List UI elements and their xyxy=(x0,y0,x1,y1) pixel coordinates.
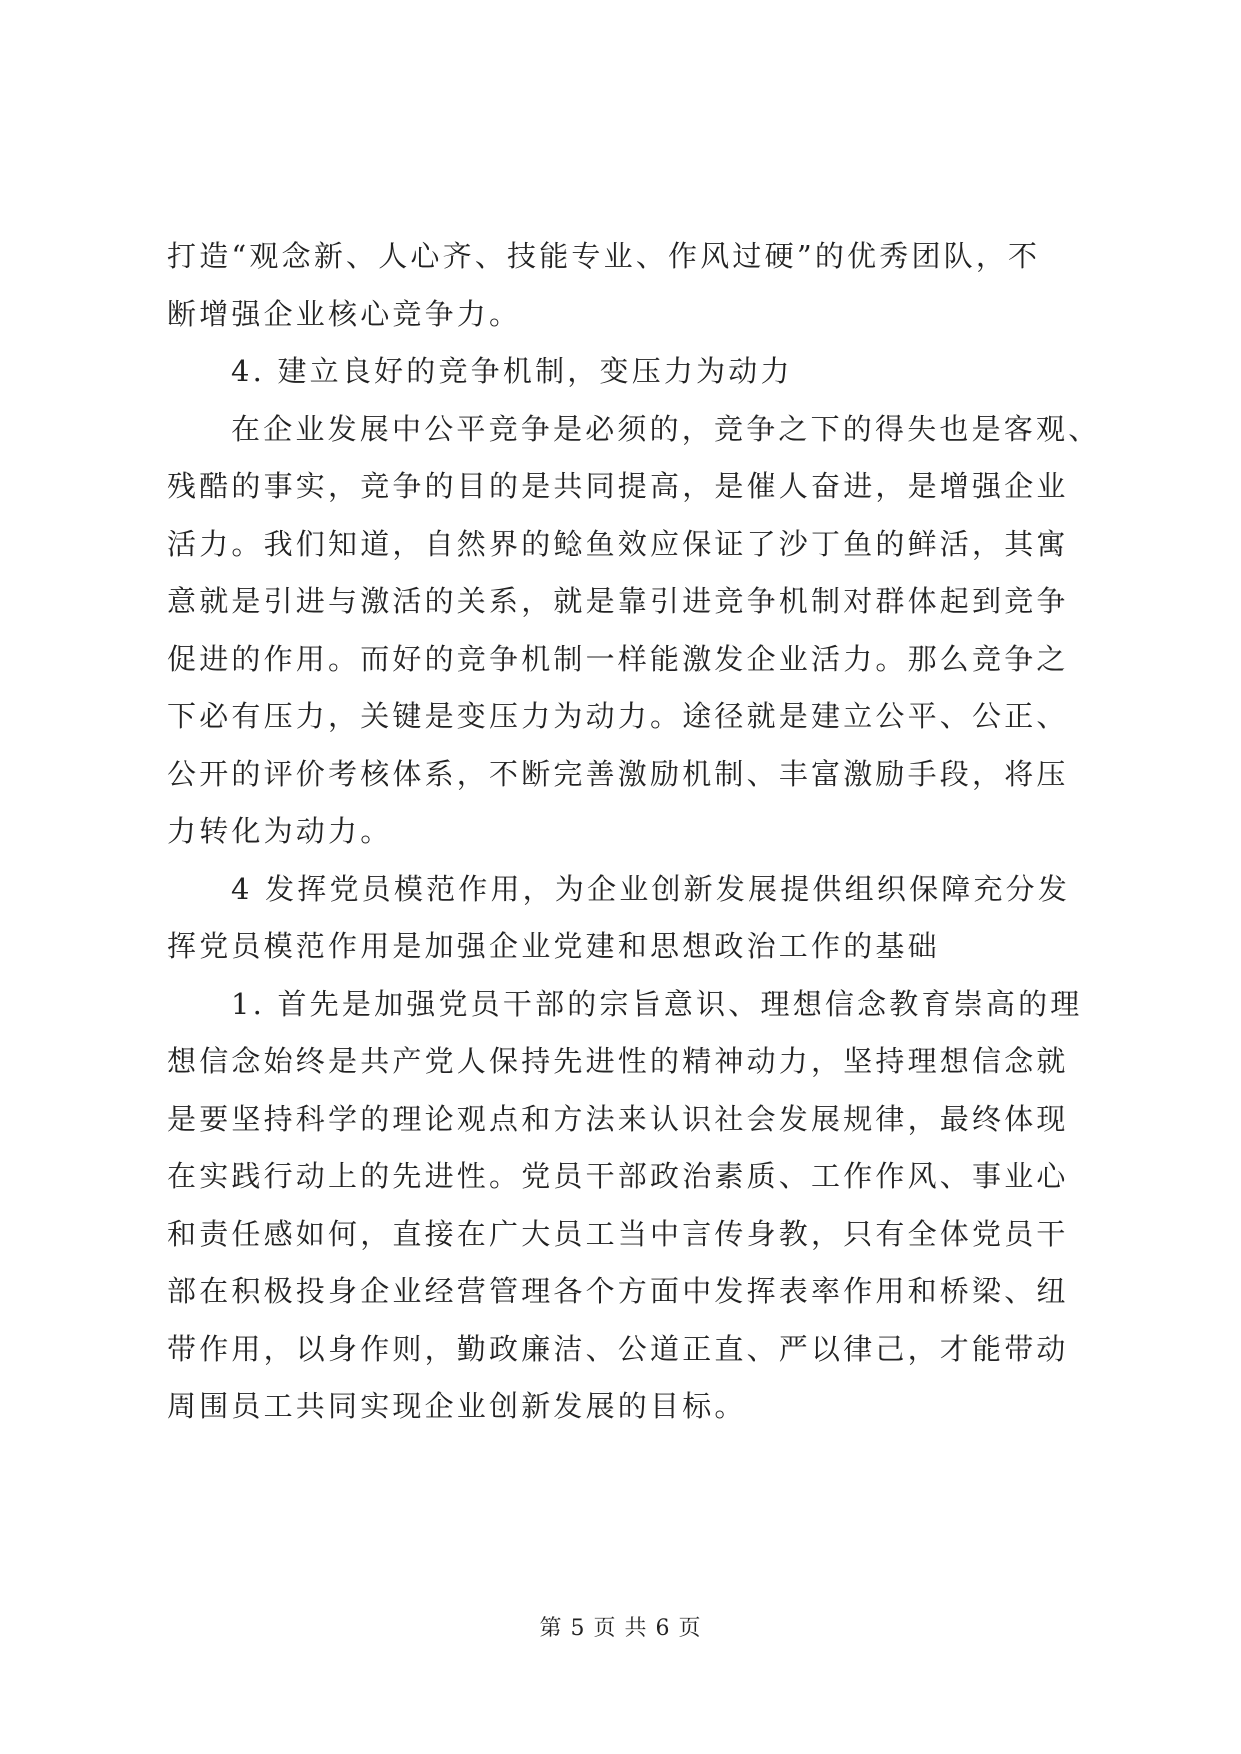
body-line: 在企业发展中公平竞争是必须的，竞争之下的得失也是客观、 xyxy=(231,411,1101,446)
body-line: 想信念始终是共产党人保持先进性的精神动力，坚持理想信念就 xyxy=(167,1044,1069,1078)
body-line: 和责任感如何，直接在广大员工当中言传身教，只有全体党员干 xyxy=(167,1216,1069,1251)
section-heading: 4 发挥党员模范作用，为企业创新发展提供组织保障充分发 xyxy=(231,871,1071,906)
body-line: 意就是引进与激活的关系，就是靠引进竞争机制对群体起到竞争 xyxy=(167,584,1069,618)
body-line: 周围员工共同实现企业创新发展的目标。 xyxy=(167,1389,747,1423)
body-line: 打造“观念新、人心齐、技能专业、作风过硬”的优秀团队，不 xyxy=(167,239,1041,273)
body-line: 活力。我们知道，自然界的鲶鱼效应保证了沙丁鱼的鲜活，其寓 xyxy=(167,526,1069,561)
body-line: 是要坚持科学的理论观点和方法来认识社会发展规律，最终体现 xyxy=(167,1101,1069,1136)
section-heading: 4. 建立良好的竞争机制，变压力为动力 xyxy=(231,354,793,388)
body-line: 下必有压力，关键是变压力为动力。途径就是建立公平、公正、 xyxy=(167,699,1069,733)
page-number-footer: 第 5 页 共 6 页 xyxy=(539,1616,702,1641)
body-line: 断增强企业核心竞争力。 xyxy=(167,296,522,331)
body-line: 在实践行动上的先进性。党员干部政治素质、工作作风、事业心 xyxy=(167,1159,1069,1193)
body-line: 部在积极投身企业经营管理各个方面中发挥表率作用和桥梁、纽 xyxy=(167,1274,1069,1308)
body-line: 公开的评价考核体系，不断完善激励机制、丰富激励手段，将压 xyxy=(167,756,1069,791)
body-line: 促进的作用。而好的竞争机制一样能激发企业活力。那么竞争之 xyxy=(167,641,1069,676)
body-line: 残酷的事实，竞争的目的是共同提高，是催人奋进，是增强企业 xyxy=(167,469,1069,503)
section-heading-continued: 挥党员模范作用是加强企业党建和思想政治工作的基础 xyxy=(167,929,940,963)
document-body xyxy=(167,228,1101,1436)
body-line: 1. 首先是加强党员干部的宗旨意识、理想信念教育崇高的理 xyxy=(231,986,1083,1021)
body-line: 带作用，以身作则，勤政廉洁、公道正直、严以律己，才能带动 xyxy=(167,1331,1069,1366)
body-line: 力转化为动力。 xyxy=(167,814,393,848)
